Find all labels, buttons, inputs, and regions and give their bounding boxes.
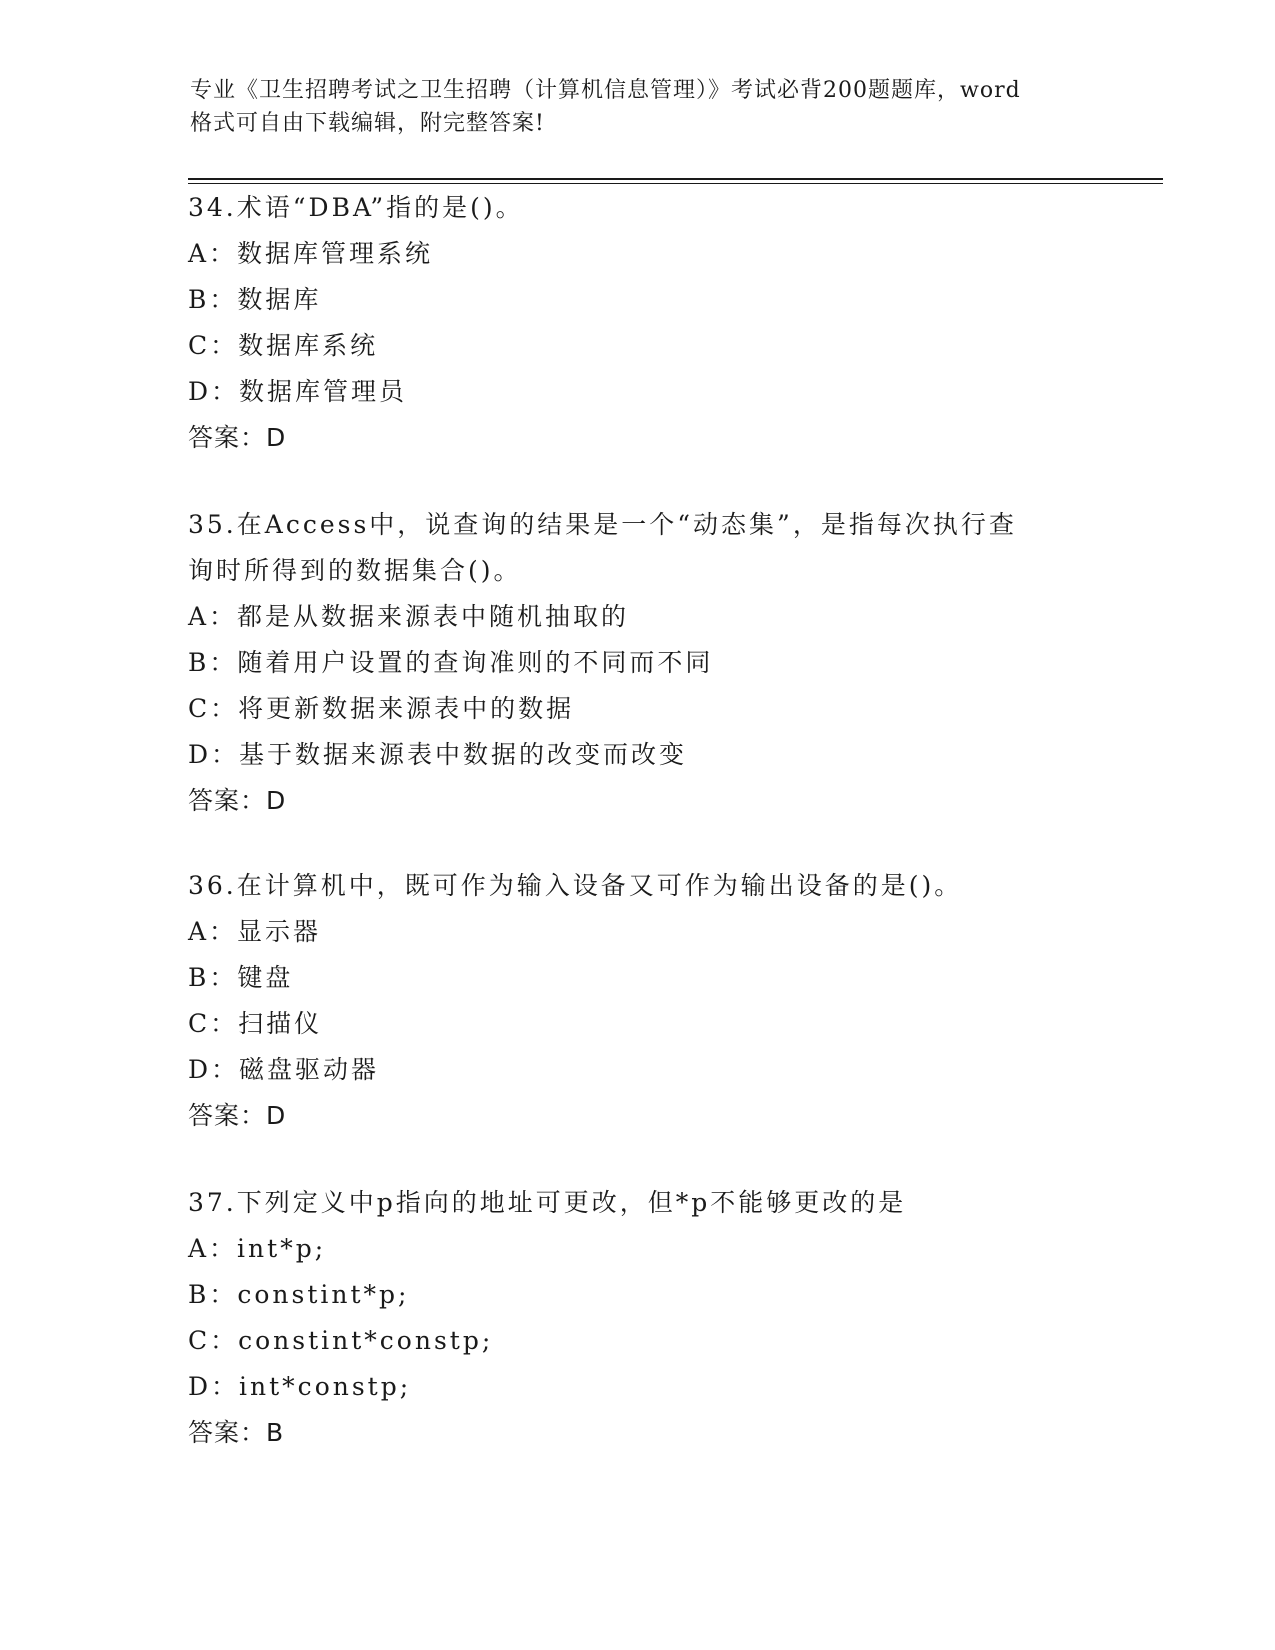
answer-label: 答案：D [188,423,287,452]
option-d: D：基于数据来源表中数据的改变而改变 [188,740,688,769]
option-d: D：数据库管理员 [188,377,408,406]
question-stem: 37.下列定义中p指向的地址可更改，但*p不能够更改的是 [188,1188,907,1217]
option-c: C：将更新数据来源表中的数据 [188,694,575,723]
answer-label: 答案：D [188,1101,287,1130]
question-stem-continued: 询时所得到的数据集合()。 [188,556,522,585]
question-36 [188,863,1088,1139]
option-a: A：都是从数据来源表中随机抽取的 [188,602,630,631]
question-stem: 34.术语“DBA”指的是()。 [188,193,524,222]
option-c: C：数据库系统 [188,331,379,360]
question-stem: 35.在Access中，说查询的结果是一个“动态集”，是指每次执行查 [188,510,1017,539]
option-c: C：扫描仪 [188,1009,323,1038]
header-rule-thick [188,178,1163,180]
question-34 [188,185,1088,461]
header-rule-thin [188,183,1163,184]
option-b: B：键盘 [188,963,294,992]
question-stem: 36.在计算机中，既可作为输入设备又可作为输出设备的是()。 [188,871,963,900]
question-37 [188,1180,1088,1456]
option-c: C：constint*constp; [188,1326,494,1355]
option-d: D：int*constp; [188,1372,412,1401]
document-header [190,74,1110,140]
option-b: B：constint*p; [188,1280,410,1309]
header-line-1: 专业《卫生招聘考试之卫生招聘（计算机信息管理）》考试必背200题题库，word [190,78,1021,103]
option-d: D：磁盘驱动器 [188,1055,380,1084]
option-a: A：数据库管理系统 [188,239,434,268]
option-b: B：数据库 [188,285,322,314]
option-a: A：int*p; [188,1234,327,1263]
option-a: A：显示器 [188,917,322,946]
answer-label: 答案：D [188,786,287,815]
option-b: B：随着用户设置的查询准则的不同而不同 [188,648,714,677]
answer-label: 答案：B [188,1418,285,1447]
header-line-2: 格式可自由下载编辑，附完整答案! [190,111,545,136]
question-35 [188,502,1088,824]
